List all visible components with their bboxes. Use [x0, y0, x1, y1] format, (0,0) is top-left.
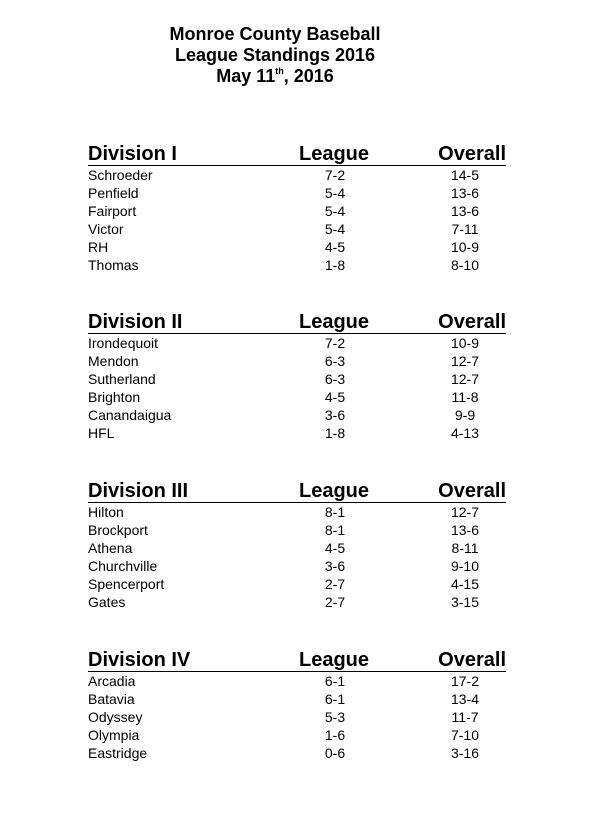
- table-row: [88, 238, 506, 256]
- overall-record: 11-8: [451, 389, 479, 405]
- league-record: 6-1: [324, 673, 346, 689]
- overall-record: 9-9: [454, 407, 476, 423]
- league-column-header: League: [299, 480, 370, 502]
- team-name: Gates: [88, 594, 126, 610]
- overall-column-header: Overall: [438, 143, 506, 165]
- division-2-section: [88, 311, 506, 442]
- overall-record: 12-7: [450, 504, 480, 520]
- table-row: [88, 388, 506, 406]
- team-name: Arcadia: [88, 673, 136, 689]
- league-record: 1-6: [324, 727, 346, 743]
- overall-record: 12-7: [450, 371, 480, 387]
- table-row: [88, 557, 506, 575]
- table-row: [88, 503, 506, 521]
- overall-record: 4-13: [450, 425, 480, 441]
- league-record: 8-1: [324, 522, 346, 538]
- title-line-1: Monroe County Baseball: [169, 24, 381, 44]
- table-row: [88, 708, 506, 726]
- table-row: [88, 744, 506, 762]
- team-name: Olympia: [88, 727, 140, 743]
- table-row: [88, 334, 506, 352]
- title-date-prefix: May 11: [216, 66, 276, 86]
- overall-record: 14-5: [450, 167, 480, 183]
- overall-record: 13-6: [450, 522, 480, 538]
- league-record: 3-6: [324, 558, 346, 574]
- league-record: 7-2: [324, 167, 346, 183]
- table-row: [88, 166, 506, 184]
- team-name: Batavia: [88, 691, 135, 707]
- league-record: 5-4: [324, 221, 346, 237]
- league-column-header: League: [299, 649, 370, 671]
- table-row: [88, 256, 506, 274]
- team-name: Victor: [88, 221, 124, 237]
- division-title: Division III: [88, 480, 189, 502]
- title-line-2: League Standings 2016: [174, 45, 376, 65]
- overall-record: 13-4: [450, 691, 480, 707]
- overall-record: 12-7: [450, 353, 480, 369]
- team-name: RH: [88, 239, 109, 255]
- league-record: 5-4: [324, 185, 346, 201]
- overall-record: 13-6: [450, 203, 480, 219]
- division-header: [88, 143, 506, 166]
- table-row: [88, 184, 506, 202]
- league-record: 4-5: [324, 389, 346, 405]
- league-record: 4-5: [324, 540, 346, 556]
- division-3-section: [88, 480, 506, 611]
- overall-record: 8-10: [450, 257, 480, 273]
- overall-record: 4-15: [450, 576, 480, 592]
- overall-record: 7-10: [450, 727, 480, 743]
- league-record: 2-7: [324, 594, 346, 610]
- overall-record: 17-2: [450, 673, 480, 689]
- overall-column-header: Overall: [438, 649, 506, 671]
- division-header: [88, 649, 506, 672]
- team-name: Penfield: [88, 185, 139, 201]
- overall-record: 13-6: [450, 185, 480, 201]
- overall-record: 7-11: [451, 221, 479, 237]
- league-record: 4-5: [324, 239, 346, 255]
- league-record: 2-7: [324, 576, 346, 592]
- overall-record: 9-10: [450, 558, 480, 574]
- team-name: Odyssey: [88, 709, 143, 725]
- title-date-suffix: , 2016: [283, 66, 334, 86]
- team-name: Mendon: [88, 353, 139, 369]
- league-record: 0-6: [324, 745, 346, 761]
- overall-record: 8-11: [451, 540, 479, 556]
- overall-column-header: Overall: [438, 480, 506, 502]
- division-title: Division IV: [88, 649, 191, 671]
- team-name: Canandaigua: [88, 407, 172, 423]
- table-row: [88, 406, 506, 424]
- team-name: Churchville: [88, 558, 158, 574]
- overall-column-header: Overall: [438, 311, 506, 333]
- table-row: [88, 220, 506, 238]
- team-name: Spencerport: [88, 576, 165, 592]
- table-row: [88, 352, 506, 370]
- table-row: [88, 672, 506, 690]
- team-name: Brighton: [88, 389, 141, 405]
- team-name: Eastridge: [88, 745, 148, 761]
- table-row: [88, 726, 506, 744]
- league-record: 1-8: [324, 257, 346, 273]
- league-column-header: League: [299, 311, 370, 333]
- table-row: [88, 521, 506, 539]
- table-row: [88, 424, 506, 442]
- table-row: [88, 593, 506, 611]
- league-record: 8-1: [324, 504, 346, 520]
- league-record: 5-3: [324, 709, 346, 725]
- league-record: 3-6: [324, 407, 346, 423]
- division-4-section: [88, 649, 506, 762]
- team-name: Schroeder: [88, 167, 153, 183]
- division-header: [88, 480, 506, 503]
- table-row: [88, 202, 506, 220]
- page-title: [100, 24, 450, 87]
- league-record: 1-8: [324, 425, 346, 441]
- table-row: [88, 690, 506, 708]
- overall-record: 10-9: [450, 239, 480, 255]
- overall-record: 11-7: [451, 709, 479, 725]
- division-title: Division I: [88, 143, 177, 165]
- table-row: [88, 539, 506, 557]
- overall-record: 10-9: [450, 335, 480, 351]
- team-name: HFL: [88, 425, 115, 441]
- league-record: 6-1: [324, 691, 346, 707]
- league-record: 7-2: [324, 335, 346, 351]
- title-date-superscript: th: [275, 66, 284, 76]
- team-name: Hilton: [88, 504, 124, 520]
- table-row: [88, 575, 506, 593]
- division-header: [88, 311, 506, 334]
- team-name: Fairport: [88, 203, 137, 219]
- division-1-section: [88, 143, 506, 274]
- league-column-header: League: [299, 143, 370, 165]
- team-name: Athena: [88, 540, 133, 556]
- team-name: Brockport: [88, 522, 148, 538]
- table-row: [88, 370, 506, 388]
- league-record: 6-3: [324, 371, 346, 387]
- division-title: Division II: [88, 311, 183, 333]
- team-name: Irondequoit: [88, 335, 159, 351]
- overall-record: 3-16: [450, 745, 480, 761]
- team-name: Thomas: [88, 257, 139, 273]
- league-record: 5-4: [324, 203, 346, 219]
- team-name: Sutherland: [88, 371, 156, 387]
- league-record: 6-3: [324, 353, 346, 369]
- title-date: [100, 66, 450, 87]
- overall-record: 3-15: [450, 594, 480, 610]
